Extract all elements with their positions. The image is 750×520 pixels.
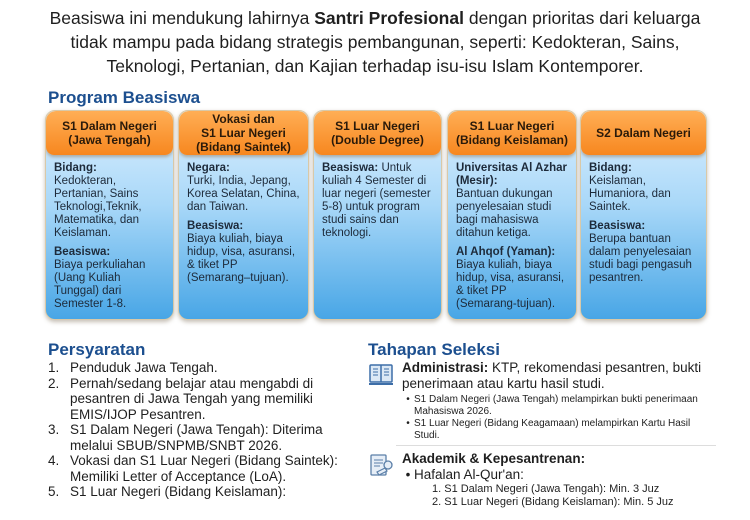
intro-paragraph [40,6,710,78]
card-body [179,155,308,285]
list-item [48,360,348,376]
requirements-title: Persyaratan [48,340,146,359]
card-title-line: S1 Luar Negeri [201,126,286,140]
card-title-line: Vokasi dan [212,112,275,126]
program-card-keislaman [447,110,577,320]
card-title-line: (Jawa Tengah) [68,133,151,147]
item-number: 2. [48,375,60,391]
program-cards [45,110,707,322]
card-text: Biaya perkuliahan (Uang Kuliah Tunggal) dari Semester 1-8. [54,259,146,310]
card-label: Negara: [187,162,230,174]
card-text: Untuk kuliah 4 Semester di luar negeri (semester 5-8) untuk program studi sains dan teknologi. [322,162,431,239]
program-title: Program Beasiswa [48,88,201,107]
program-card-s2-dalam-negeri [580,110,707,320]
card-title-line: S1 Luar Negeri [469,119,555,133]
card-header [448,111,576,155]
card-header [581,111,706,155]
card-body [314,155,441,240]
item-text: Vokasi dan S1 Luar Negeri (Bidang Saintek): Memiliki Letter of Acceptance (LoA). [70,453,338,484]
intro-suffix: dengan prioritas dari keluarga tidak mampu pada bidang strategis pembangunan, seperti: Kedokteran, Sains, Teknologi, Pertanian, dan Kajian terhadap isu-isu Islam Kontemporer. [70,8,701,76]
item-number: 1. [48,360,60,375]
intro-prefix: Beasiswa ini mendukung lahirnya [49,8,315,28]
bullet-text: S1 Dalam Negeri (Jawa Tengah) melampirkan bukti penerimaan Mahasiswa 2026. [414,394,698,417]
card-body [581,155,706,285]
step-administrasi [368,360,708,442]
list-item: • Hafalan Al-Qur'an: [405,467,524,482]
card-label: Beasiswa: [322,162,379,174]
intro-highlight: Santri Profesional [314,8,464,28]
program-card-s1-dalam-negeri [45,110,174,320]
card-label: Beasiswa: [187,220,244,232]
step-bullets [402,394,708,442]
card-title-line: S2 Dalam Negeri [596,126,691,140]
list-item [48,453,348,484]
step-label: Akademik & Kepesantrenan: [402,451,586,466]
certificate-icon [368,451,402,509]
step-label: Administrasi: [402,360,489,375]
card-body [448,155,576,311]
card-text: Biaya kuliah, biaya hidup, visa, asuransi, & tiket PP (Semarang–tujuan). [187,233,296,284]
divider [396,445,716,446]
selection-steps [368,360,708,509]
card-text: Kedokteran, Pertanian, Sains Teknologi,Teknik, Matematika, dan Keislaman. [54,175,142,239]
card-header [179,111,308,155]
card-text: Berupa bantuan dalam penyelesaian studi bagi pengasuh pesantren. [589,233,692,284]
list-item: • S1 Dalam Negeri (Jawa Tengah) melampirkan bukti penerimaan Mahasiswa 2026. [402,394,708,418]
card-text: Turki, India, Jepang, Korea Selatan, China, dan Taiwan. [187,175,300,213]
list-item: 1. S1 Dalam Negeri (Jawa Tengah): Min. 3 Juz [432,483,660,495]
item-text: Penduduk Jawa Tengah. [70,360,218,375]
item-number: 3. [48,422,60,437]
card-label: Beasiswa: [54,246,111,258]
card-header [46,111,173,155]
item-text: Pernah/sedang belajar atau mengabdi di pesantren di Jawa Tengah yang memiliki EMIS/IJOP Pesantren. [70,375,314,422]
selection-title: Tahapan Seleksi [368,340,500,359]
bullet-text: Hafalan Al-Qur'an: [414,467,524,482]
card-title-line: (Bidang Saintek) [196,140,291,154]
item-text: S1 Luar Negeri (Bidang Keislaman): [70,484,287,499]
card-label: Al Ahqof (Yaman): [456,246,556,258]
list-item [48,376,348,423]
card-header [314,111,441,155]
list-item [48,484,348,500]
program-card-vokasi-saintek [178,110,309,320]
card-body [46,155,173,311]
card-title-line: S1 Luar Negeri [335,119,420,133]
card-text: Bantuan dukungan penyelesaian studi bagi mahasiswa ditahun ketiga. [456,188,553,239]
card-label: Universitas Al Azhar (Mesir): [456,162,567,187]
card-title-line: S1 Dalam Negeri [62,119,157,133]
card-title-line: (Bidang Keislaman) [455,133,569,147]
list-item: 2. S1 Luar Negeri (Bidang Keislaman): Min. 5 Juz [432,496,674,508]
item-number: 5. [48,484,60,499]
book-icon [368,360,402,442]
card-label: Beasiswa: [589,220,646,232]
card-text: Biaya kuliah, biaya hidup, visa, asuransi, & tiket PP (Semarang-tujuan). [456,259,565,310]
bullet-text: S1 Luar Negeri (Bidang Keagamaan) melampirkan Kartu Hasil Studi. [414,418,691,441]
card-label: Bidang: [54,162,97,174]
card-label: Bidang: [589,162,632,174]
step-akademik [368,451,708,509]
item-number: 4. [48,453,60,468]
item-text: S1 Dalam Negeri (Jawa Tengah): Diterima melalui SBUB/SNPMB/SNBT 2026. [70,422,323,453]
step-text: KTP, rekomendasi pesantren, bukti penerimaan atau kartu hasil studi. [402,360,702,391]
list-item: • S1 Luar Negeri (Bidang Keagamaan) melampirkan Kartu Hasil Studi. [402,418,708,442]
card-title-line: (Double Degree) [331,133,424,147]
list-item [48,422,348,453]
program-card-double-degree [313,110,442,320]
card-text: Keislaman, Humaniora, dan Saintek. [589,175,671,213]
requirements-list [48,360,348,500]
